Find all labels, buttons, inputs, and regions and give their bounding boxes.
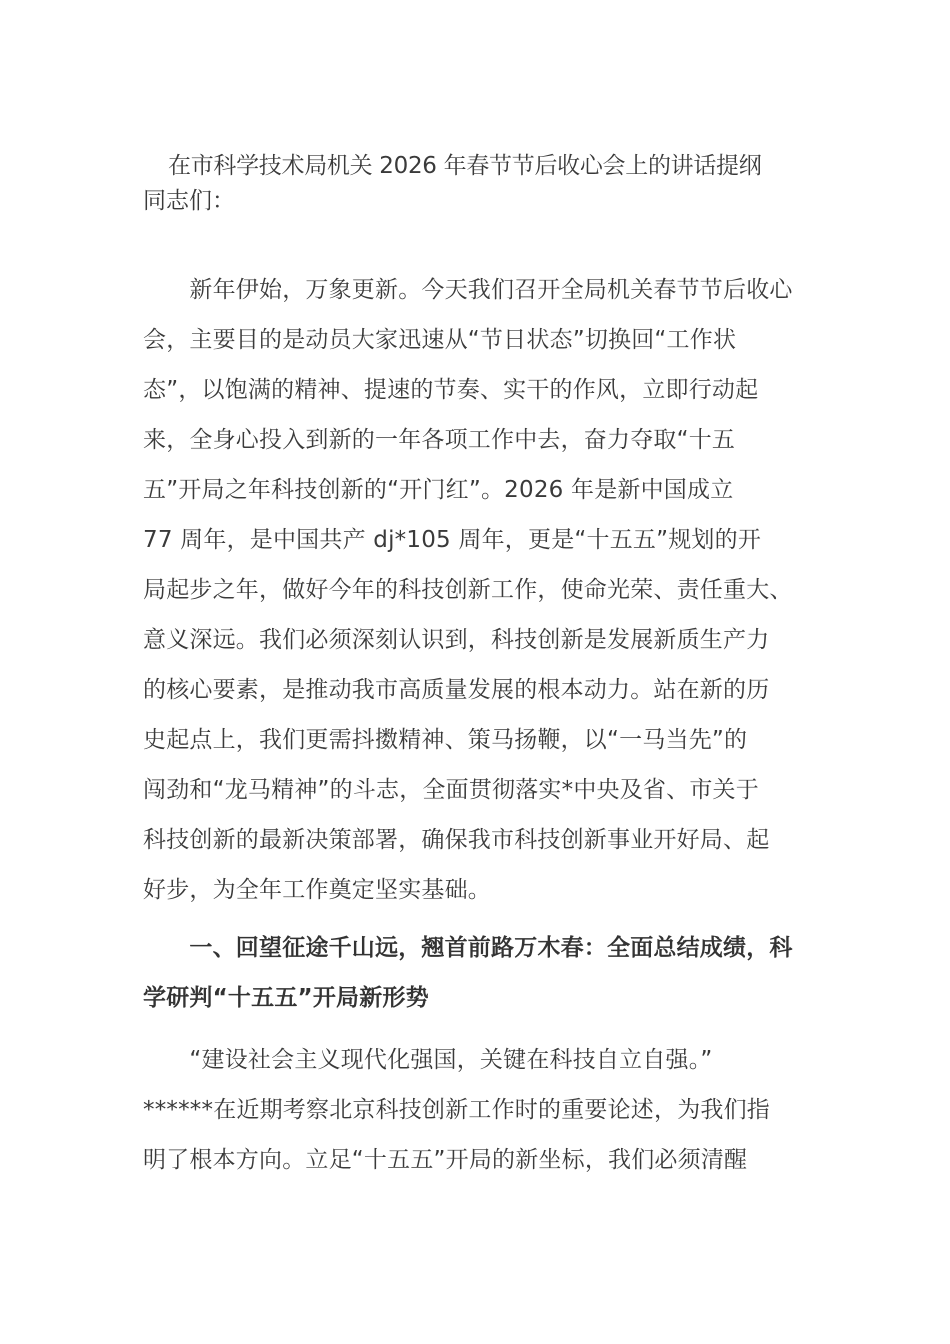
paragraph-line: 局起步之年，做好今年的科技创新工作，使命光荣、责任重大、: [143, 577, 793, 603]
paragraph-line: 新年伊始，万象更新。今天我们召开全局机关春节节后收心: [143, 277, 793, 303]
document-title: 在市科学技术局机关 2026 年春节节后收心会上的讲话提纲: [168, 153, 762, 179]
paragraph-line: “建设社会主义现代化强国，关键在科技自立自强。”: [143, 1047, 713, 1073]
paragraph-line: 意义深远。我们必须深刻认识到，科技创新是发展新质生产力: [143, 627, 770, 653]
opening-paragraph: [143, 265, 823, 915]
paragraph-line: 科技创新的最新决策部署，确保我市科技创新事业开好局、起: [143, 827, 770, 853]
paragraph-line: 会，主要目的是动员大家迅速从“节日状态”切换回“工作状: [143, 327, 737, 353]
paragraph-line: 闯劲和“龙马精神”的斗志，全面贯彻落实*中央及省、市关于: [143, 777, 759, 803]
paragraph-line: 史起点上，我们更需抖擞精神、策马扬鞭，以“一马当先”的: [143, 727, 748, 753]
heading-line: 一、回望征途千山远，翘首前路万木春：全面总结成绩，科: [143, 935, 793, 961]
paragraph-line: 77 周年，是中国共产 dj*105 周年，更是“十五五”规划的开: [143, 527, 762, 553]
section-heading-1: [143, 923, 823, 1023]
paragraph-line: 的核心要素，是推动我市高质量发展的根本动力。站在新的历: [143, 677, 770, 703]
paragraph-line: ******在近期考察北京科技创新工作时的重要论述，为我们指: [143, 1097, 770, 1123]
section-1-paragraph: [143, 1035, 823, 1185]
paragraph-line: 好步，为全年工作奠定坚实基础。: [143, 877, 491, 903]
paragraph-line: 来，全身心投入到新的一年各项工作中去，奋力夺取“十五: [143, 427, 736, 453]
paragraph-line: 态”，以饱满的精神、提速的节奏、实干的作风，立即行动起: [143, 377, 759, 403]
paragraph-line: 明了根本方向。立足“十五五”开局的新坐标，我们必须清醒: [143, 1147, 748, 1173]
paragraph-line: 五”开局之年科技创新的“开门红”。2026 年是新中国成立: [143, 477, 734, 503]
heading-line: 学研判“十五五”开局新形势: [143, 985, 429, 1011]
salutation: 同志们：: [143, 188, 235, 214]
